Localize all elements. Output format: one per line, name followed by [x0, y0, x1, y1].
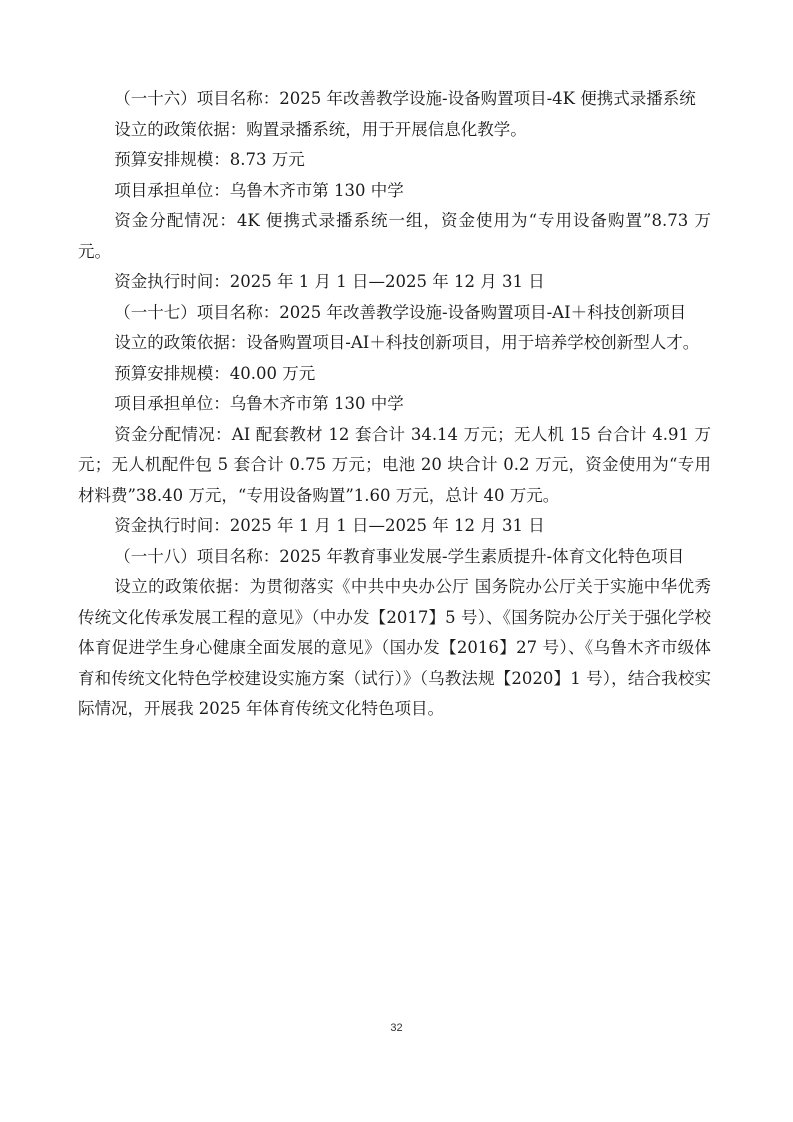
- project-17-allocation: 资金分配情况：AI 配套教材 12 套合计 34.14 万元；无人机 15 台合计 4.91 万元；无人机配件包 5 套合计 0.75 万元；电池 20 块合计 0.2 万元，资金使用为“专用材料费”38.40 万元，“专用设备购置”1.60 万元，总计 40 万元。: [78, 424, 711, 505]
- project-18-heading: （一十八）项目名称：2025 年教育事业发展-学生素质提升-体育文化特色项目: [114, 546, 685, 566]
- document-body: [78, 84, 711, 725]
- project-16-budget: 预算安排规模：8.73 万元: [114, 150, 305, 169]
- project-16-execution-time: 资金执行时间：2025 年 1 月 1 日—2025 年 12 月 31 日: [114, 272, 545, 291]
- project-16-heading: （一十六）项目名称：2025 年改善教学设施-设备购置项目-4K 便携式录播系统: [114, 89, 696, 108]
- page-number: 32: [390, 1022, 403, 1034]
- project-17-budget: 预算安排规模：40.00 万元: [114, 363, 316, 383]
- project-17-heading: （一十七）项目名称：2025 年改善教学设施-设备购置项目-AI＋科技创新项目: [114, 302, 687, 322]
- project-17-execution-time: 资金执行时间：2025 年 1 月 1 日—2025 年 12 月 31 日: [114, 516, 545, 535]
- project-16-allocation: 资金分配情况：4K 便携式录播系统一组，资金使用为“专用设备购置”8.73 万元。: [78, 211, 711, 261]
- project-17-unit: 项目承担单位：乌鲁木齐市第 130 中学: [114, 394, 404, 413]
- project-17-policy-basis: 设立的政策依据：设备购置项目-AI＋科技创新项目，用于培养学校创新型人才。: [114, 333, 700, 352]
- project-16-unit: 项目承担单位：乌鲁木齐市第 130 中学: [114, 180, 404, 200]
- project-18-policy-basis: 设立的政策依据：为贯彻落实《中共中央办公厅 国务院办公厅关于实施中华优秀传统文化传承发展工程的意见》（中办发【2017】5 号）、《国务院办公厅关于强化学校体育促进学生身心健康全面发展的意见》（国办发【2016】27 号）、《乌鲁木齐市级体育和传统文化特色学校建设实施方案（试行）》（乌教法规【2020】1 号），结合我校实际情况，开展我 2025 年体育传统文化特色项目。: [78, 577, 711, 718]
- project-16-policy-basis: 设立的政策依据：购置录播系统，用于开展信息化教学。: [114, 119, 527, 139]
